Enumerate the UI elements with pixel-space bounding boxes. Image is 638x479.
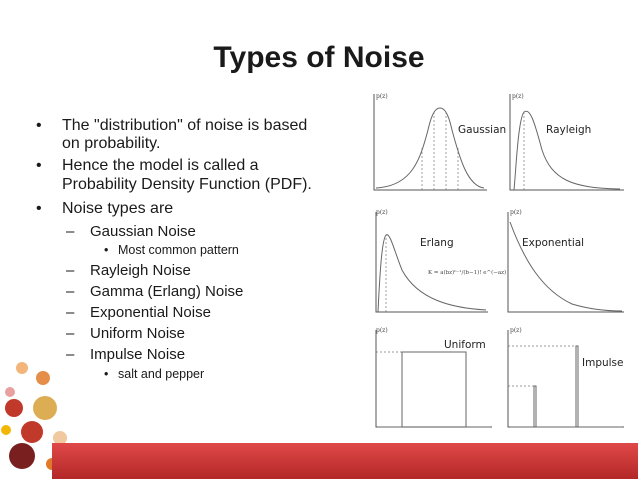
noise-type-uniform: Uniform Noise: [90, 325, 186, 342]
uniform-label: Uniform: [444, 339, 486, 351]
bullet-marker: •: [36, 117, 42, 134]
noise-type-gaussian: Gaussian Noise: [90, 223, 196, 240]
svg-text:p(z): p(z): [376, 93, 388, 100]
impulse-pdf-plot: [508, 327, 624, 427]
svg-text:K = a(bz)ᵇ⁻¹/(b−1)! e^(−az): K = a(bz)ᵇ⁻¹/(b−1)! e^(−az): [428, 270, 507, 276]
bullet-marker: •: [36, 157, 42, 174]
gaussian-note: Most common pattern: [118, 243, 239, 257]
svg-text:p(z): p(z): [376, 327, 388, 334]
erlang-label: Erlang: [420, 237, 454, 249]
dash-marker: –: [66, 262, 75, 279]
dash-marker: –: [66, 304, 75, 321]
bullet-marker: •: [36, 200, 42, 217]
exponential-label: Exponential: [522, 237, 585, 249]
dash-marker: –: [66, 325, 75, 342]
rayleigh-pdf-plot: [510, 93, 624, 190]
footer-bar: [52, 443, 638, 479]
svg-text:p(z): p(z): [510, 209, 522, 216]
erlang-pdf-plot: [376, 209, 506, 312]
impulse-label: Impulse: [582, 357, 624, 369]
noise-type-rayleigh: Rayleigh Noise: [90, 262, 191, 279]
gaussian-label: Gaussian: [458, 124, 507, 136]
dash-marker: –: [66, 283, 75, 300]
bullet-text-cont: Probability Density Function (PDF).: [62, 176, 312, 193]
noise-type-erlang: Gamma (Erlang) Noise: [90, 283, 244, 300]
bullet-marker: •: [104, 367, 109, 381]
rayleigh-label: Rayleigh: [546, 124, 592, 136]
slide-title: Types of Noise: [213, 41, 425, 74]
impulse-note: salt and pepper: [118, 367, 205, 381]
bullet-text: Noise types are: [62, 200, 174, 217]
noise-type-exponential: Exponential Noise: [90, 304, 211, 321]
dash-marker: –: [66, 346, 75, 363]
dash-marker: –: [66, 223, 75, 240]
bullet-text-cont: on probability.: [62, 135, 161, 152]
svg-text:p(z): p(z): [512, 93, 524, 100]
bullet-text: Hence the model is called a: [62, 157, 259, 174]
bullet-text: The "distribution" of noise is based: [62, 117, 308, 134]
bullet-marker: •: [104, 243, 109, 257]
svg-text:p(z): p(z): [510, 327, 522, 334]
uniform-pdf-plot: [376, 327, 492, 427]
exponential-pdf-plot: [508, 209, 624, 312]
pdf-figure: [362, 90, 628, 436]
svg-text:p(z): p(z): [376, 209, 388, 216]
gaussian-pdf-plot: [374, 93, 506, 190]
noise-type-impulse: Impulse Noise: [90, 346, 186, 363]
